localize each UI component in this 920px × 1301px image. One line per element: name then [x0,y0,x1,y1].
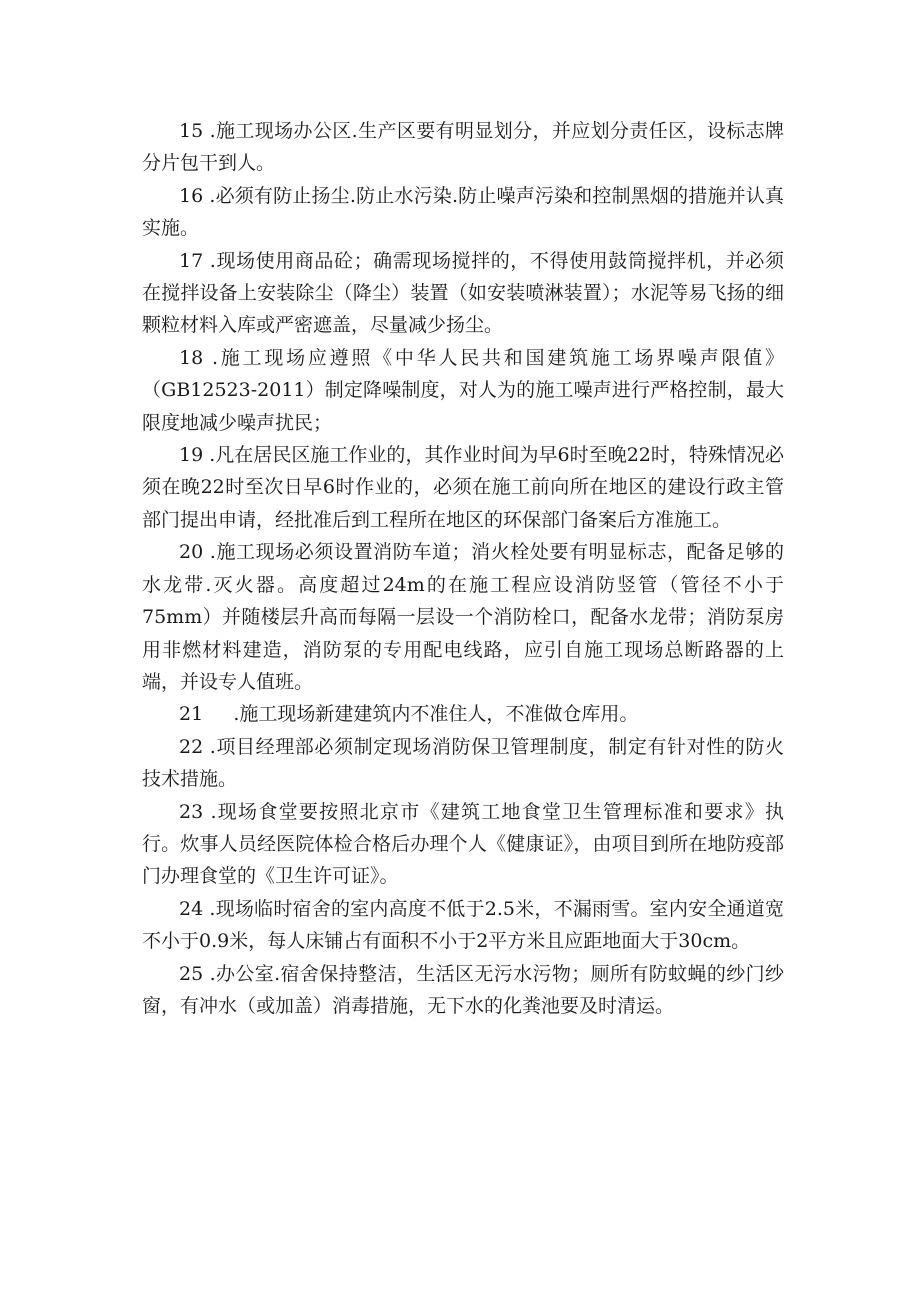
paragraph-item-23: 23 .现场食堂要按照北京市《建筑工地食堂卫生管理标准和要求》执行。炊事人员经医院体检合格后办理个人《健康证》，由项目到所在地防疫部门办理食堂的《卫生许可证》。 [142,800,784,888]
document-body [142,115,784,1022]
paragraph-item-22: 22 .项目经理部必须制定现场消防保卫管理制度，制定有针对性的防火技术措施。 [142,735,784,791]
paragraph-item-20: 20 .施工现场必须设置消防车道；消火栓处要有明显标志，配备足够的水龙带.灭火器。高度超过24m的在施工程应设消防竖管（管径不小于75mm）并随楼层升高而每隔一层设一个消防栓口，配备水龙带；消防泵房用非燃材料建造，消防泵的专用配电线路，应引自施工现场总断路器的上端，并设专人值班。 [142,541,784,693]
paragraph-item-15: 15 .施工现场办公区.生产区要有明显划分，并应划分责任区，设标志牌分片包干到人。 [142,120,784,175]
paragraph-item-21: 21 .施工现场新建建筑内不准住人，不准做仓库用。 [179,703,639,726]
paragraph-item-19: 19 .凡在居民区施工作业的，其作业时间为早6时至晚22时，特殊情况必须在晚22时至次日早6时作业的，必须在施工前向所在地区的建设行政主管部门提出申请，经批准后到工程所在地区的环保部门备案后方准施工。 [142,444,784,531]
paragraph-item-24: 24 .现场临时宿舍的室内高度不低于2.5米，不漏雨雪。室内安全通道宽不小于0.9米，每人床铺占有面积不小于2平方米且应距地面大于30cm。 [142,897,784,953]
paragraph-item-17: 17 .现场使用商品砼；确需现场搅拌的，不得使用鼓筒搅拌机，并必须在搅拌设备上安装除尘（降尘）装置（如安装喷淋装置）；水泥等易飞扬的细颗粒材料入库或严密遮盖，尽量减少扬尘。 [142,249,784,337]
paragraph-item-16: 16 .必须有防止扬尘.防止水污染.防止噪声污染和控制黑烟的措施并认真实施。 [142,184,784,240]
paragraph-item-25: 25 .办公室.宿舍保持整洁，生活区无污水污物；厕所有防蚊蝇的纱门纱窗，有冲水（或加盖）消毒措施，无下水的化粪池要及时清运。 [142,962,784,1017]
paragraph-item-18: 18 .施工现场应遵照《中华人民共和国建筑施工场界噪声限值》（GB12523-2011）制定降噪制度，对人为的施工噪声进行严格控制，最大限度地减少噪声扰民； [142,346,784,434]
